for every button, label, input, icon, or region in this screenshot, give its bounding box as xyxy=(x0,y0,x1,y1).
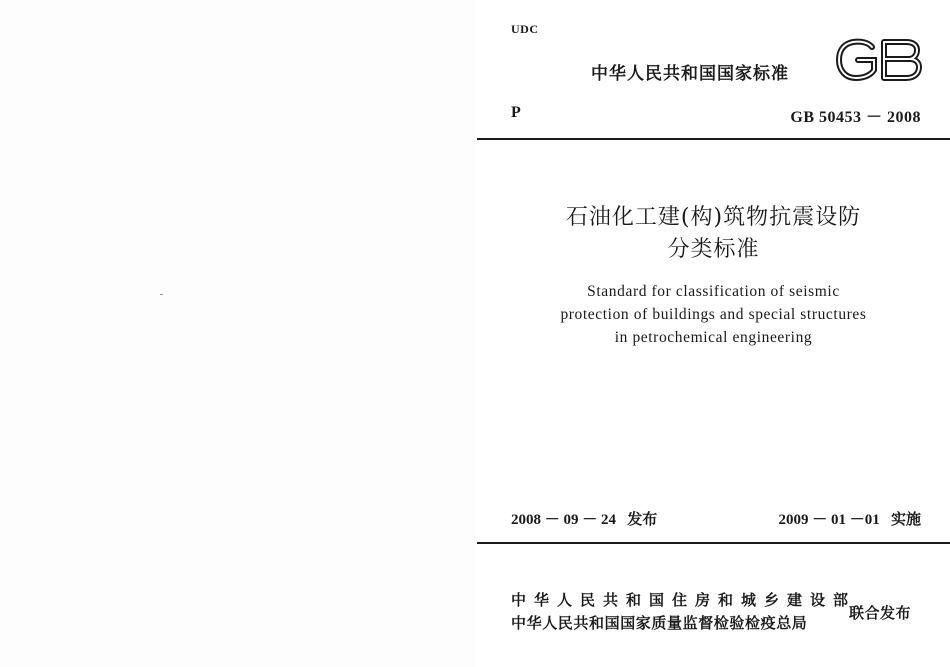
top-divider xyxy=(477,138,950,140)
joint-issue-label: 联合发布 xyxy=(849,604,912,622)
issue-date: 2008 － 09 － 24 发布 xyxy=(511,512,658,528)
page-speck xyxy=(160,294,163,295)
gb-logo-icon xyxy=(836,38,922,82)
gb-logo-mark xyxy=(839,42,919,78)
title-chinese-line-1: 石油化工建(构)筑物抗震设防 xyxy=(565,205,862,230)
title-english xyxy=(477,280,950,349)
title-english-line-3: in petrochemical engineering xyxy=(614,329,813,346)
issuer-aqsiq: 中华人民共和国国家质量监督检验检疫总局 xyxy=(511,614,808,632)
implementation-date: 2009 － 01 －01 实施 xyxy=(778,512,921,528)
title-chinese-line-2: 分类标准 xyxy=(667,237,760,262)
national-standard-heading: 中华人民共和国国家标准 xyxy=(591,64,789,84)
standard-number: GB 50453 － 2008 xyxy=(790,109,921,126)
bottom-divider xyxy=(477,542,950,544)
issuer-ministry: 中华人民共和国住房和城乡建设部 xyxy=(511,591,857,609)
title-english-line-2: protection of buildings and special structures xyxy=(560,306,867,323)
category-code: P xyxy=(511,104,521,121)
title-english-line-1: Standard for classification of seismic xyxy=(587,283,840,300)
title-chinese xyxy=(477,202,950,266)
udc-label: UDC xyxy=(511,22,539,36)
